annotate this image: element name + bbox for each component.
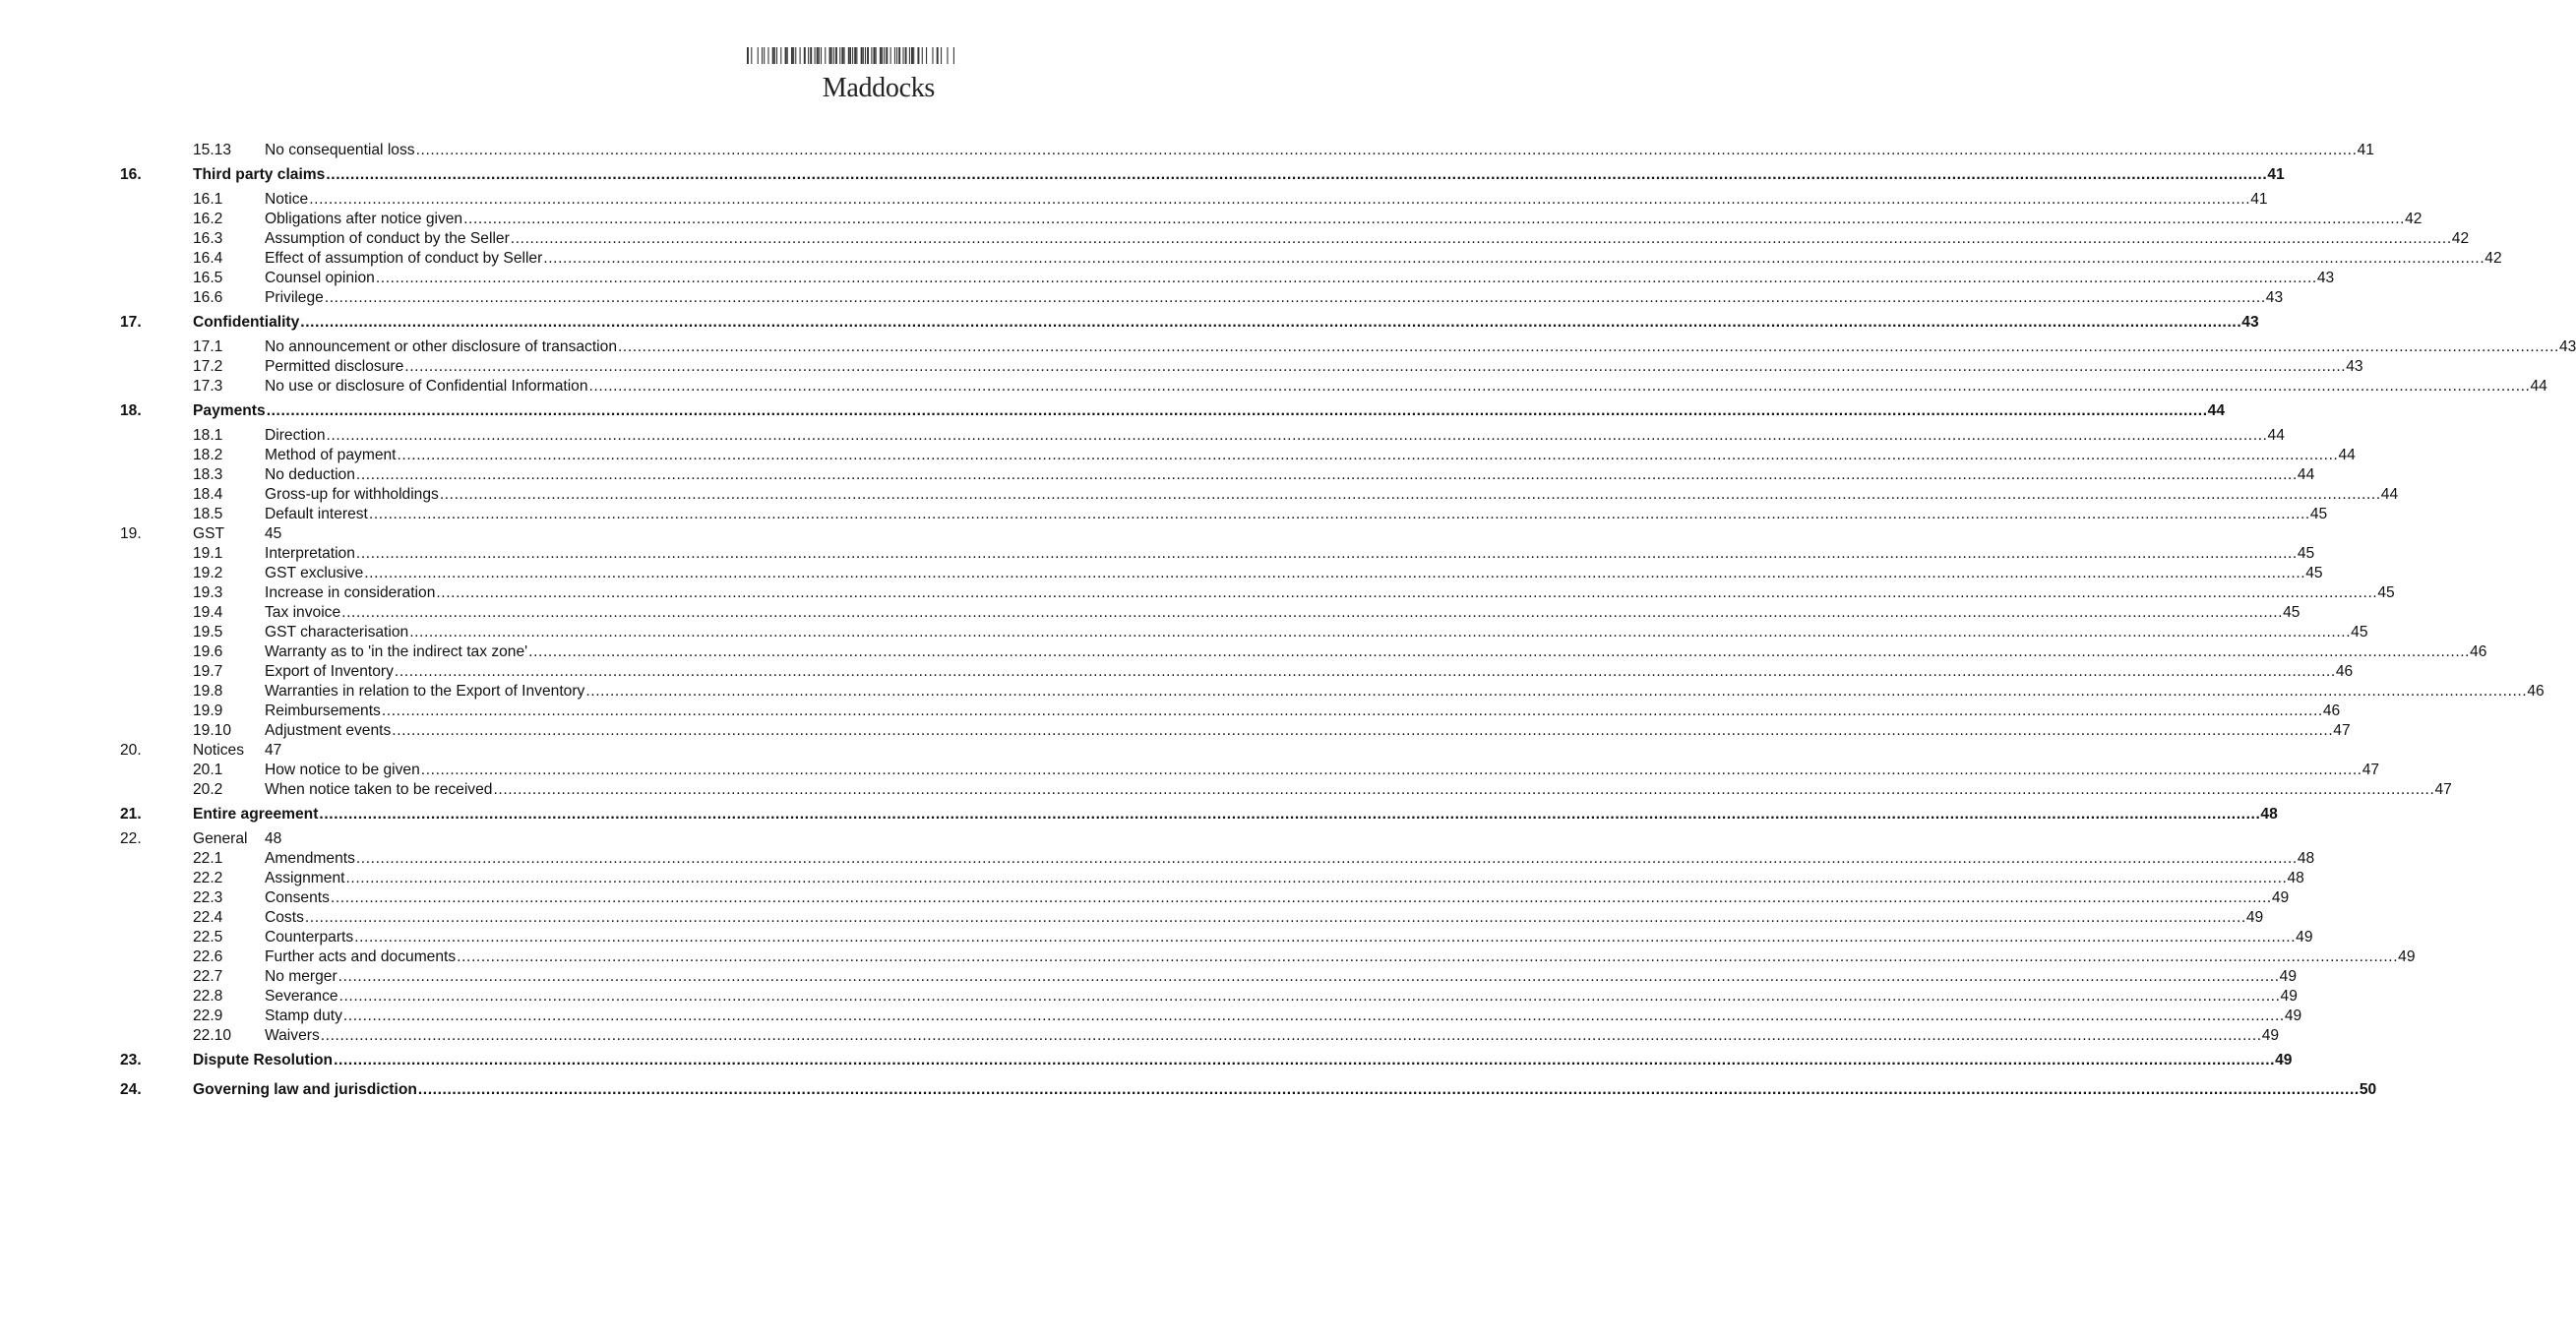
toc-entry-title: Permitted disclosure <box>265 358 404 375</box>
table-of-contents <box>0 141 2576 1105</box>
barcode-bar <box>825 47 826 64</box>
toc-entry[interactable] <box>0 662 2354 682</box>
barcode-bar <box>833 47 834 64</box>
barcode-bar <box>758 47 759 64</box>
toc-entry-title: Severance <box>265 988 338 1005</box>
toc-entry-page: 49 <box>2284 1007 2302 1024</box>
toc-entry[interactable] <box>0 908 2264 928</box>
toc-entry-page: 43 <box>2265 289 2284 306</box>
toc-entry-title: When notice taken to be received <box>265 781 493 798</box>
toc-entry-title: GST <box>193 525 225 542</box>
dot-leader: ................................................................................................................................................................................................................................................................................................................................................................................................................ <box>585 683 2528 700</box>
barcode-bar <box>821 47 822 64</box>
toc-entry-number: 18.4 <box>193 486 223 503</box>
barcode-bar <box>774 47 775 64</box>
dot-leader: ................................................................................................................................................................................................................................................................................................................................................................................................................ <box>337 968 2280 985</box>
barcode-bar <box>861 47 863 64</box>
dot-leader: ................................................................................................................................................................................................................................................................................................................................................................................................................ <box>375 270 2317 286</box>
toc-entry[interactable] <box>0 141 2374 160</box>
toc-entry-number: 21. <box>120 806 142 823</box>
toc-entry-number: 22.3 <box>193 889 223 906</box>
toc-entry-page: 49 <box>2245 909 2264 926</box>
barcode-bar <box>856 47 857 64</box>
toc-entry[interactable] <box>0 780 2452 800</box>
toc-entry-number: 22.2 <box>193 870 223 886</box>
toc-entry-number: 19.9 <box>193 702 223 719</box>
toc-entry-title: Dispute Resolution <box>193 1052 334 1068</box>
dot-leader: ................................................................................................................................................................................................................................................................................................................................................................................................................ <box>409 624 2352 641</box>
toc-entry-number: 18. <box>120 402 142 419</box>
toc-entry-number: 18.3 <box>193 466 223 483</box>
dot-leader: ................................................................................................................................................................................................................................................................................................................................................................................................................ <box>319 806 2261 823</box>
dot-leader: ................................................................................................................................................................................................................................................................................................................................................................................................................ <box>338 988 2281 1005</box>
toc-entry[interactable] <box>0 741 1038 761</box>
dot-leader: ................................................................................................................................................................................................................................................................................................................................................................................................................ <box>355 850 2298 867</box>
toc-entry-title: Amendments <box>265 850 355 867</box>
barcode-bar <box>835 47 837 64</box>
toc-entry-page: 47 <box>265 742 282 759</box>
toc-entry[interactable] <box>0 987 2298 1007</box>
toc-entry-title: Export of Inventory <box>265 663 394 680</box>
barcode-bar <box>791 47 793 64</box>
toc-entry-page: 46 <box>2527 683 2545 700</box>
toc-entry-title: Payments <box>193 402 266 419</box>
dot-leader: ................................................................................................................................................................................................................................................................................................................................................................................................................ <box>341 604 2284 621</box>
barcode-bar <box>808 47 809 64</box>
toc-entry-title: Direction <box>265 427 326 444</box>
dot-leader: ................................................................................................................................................................................................................................................................................................................................................................................................................ <box>493 781 2435 798</box>
toc-entry[interactable] <box>0 603 2300 623</box>
toc-entry[interactable] <box>0 721 2351 741</box>
toc-entry[interactable] <box>0 210 2423 229</box>
toc-entry-page: 47 <box>2434 781 2452 798</box>
dot-leader: ................................................................................................................................................................................................................................................................................................................................................................................................................ <box>436 584 2378 601</box>
toc-entry-number: 19.1 <box>193 545 223 562</box>
toc-entry[interactable] <box>0 702 2341 721</box>
barcode-bar <box>762 47 763 64</box>
toc-entry-page: 42 <box>2405 211 2423 227</box>
toc-entry-title: Tax invoice <box>265 604 341 621</box>
dot-leader: ................................................................................................................................................................................................................................................................................................................................................................................................................ <box>404 358 2347 375</box>
toc-entry-title: How notice to be given <box>265 762 420 778</box>
toc-entry[interactable] <box>0 357 2363 377</box>
dot-leader: ................................................................................................................................................................................................................................................................................................................................................................................................................ <box>463 211 2406 227</box>
barcode-bar <box>764 47 765 64</box>
toc-entry-number: 22.4 <box>193 909 223 926</box>
toc-entry-page: 45 <box>2283 604 2300 621</box>
dot-leader: ................................................................................................................................................................................................................................................................................................................................................................................................................ <box>392 722 2334 739</box>
toc-entry[interactable] <box>0 465 2315 485</box>
toc-entry-page: 44 <box>2530 378 2547 395</box>
barcode-bar <box>902 47 903 64</box>
barcode-bar <box>831 47 832 64</box>
toc-entry-title: No announcement or other disclosure of transaction <box>265 338 617 355</box>
toc-entry-page: 44 <box>2267 427 2285 444</box>
toc-entry-number: 20.1 <box>193 762 223 778</box>
barcode-bar <box>922 47 923 64</box>
barcode-bar <box>905 47 907 64</box>
toc-entry-number: 22.5 <box>193 929 223 946</box>
barcode-bar <box>780 47 781 64</box>
toc-entry-title: Stamp duty <box>265 1007 342 1024</box>
toc-entry[interactable] <box>0 761 2380 780</box>
barcode-bar <box>882 47 883 64</box>
toc-entry-page: 42 <box>2451 230 2470 247</box>
barcode-bar <box>880 47 882 64</box>
toc-entry-title: Default interest <box>265 506 368 522</box>
toc-entry-number: 19.10 <box>193 722 232 739</box>
toc-entry[interactable] <box>0 337 2576 357</box>
toc-entry-title: Notice <box>265 191 309 208</box>
toc-entry-title: No deduction <box>265 466 355 483</box>
toc-entry-page: 47 <box>2361 762 2380 778</box>
toc-entry-title: Gross-up for withholdings <box>265 486 439 503</box>
toc-entry-number: 19.4 <box>193 604 223 621</box>
toc-entry[interactable] <box>0 544 2315 564</box>
dot-leader: ................................................................................................................................................................................................................................................................................................................................................................................................................ <box>368 506 2310 522</box>
dot-leader: ................................................................................................................................................................................................................................................................................................................................................................................................................ <box>415 142 2358 158</box>
toc-entry-title: Governing law and jurisdiction <box>193 1081 417 1098</box>
barcode-bar <box>913 47 914 64</box>
toc-entry-page: 47 <box>2333 722 2351 739</box>
toc-entry-number: 17.3 <box>193 378 223 395</box>
toc-entry[interactable] <box>0 928 2313 947</box>
toc-entry-title: Counsel opinion <box>265 270 375 286</box>
dot-leader: ................................................................................................................................................................................................................................................................................................................................................................................................................ <box>543 250 2485 267</box>
toc-entry-number: 18.2 <box>193 447 223 463</box>
toc-entry-number: 19.6 <box>193 643 223 660</box>
barcode-bar <box>917 47 919 64</box>
toc-entry-number: 22.1 <box>193 850 223 867</box>
toc-entry[interactable] <box>0 869 2304 888</box>
toc-entry-number: 19.5 <box>193 624 223 641</box>
toc-entry-number: 17. <box>120 314 142 331</box>
toc-entry-number: 19.2 <box>193 565 223 581</box>
barcode-bar <box>815 47 816 64</box>
toc-entry[interactable] <box>0 524 1038 544</box>
barcode-bar <box>896 47 897 64</box>
dot-leader: ................................................................................................................................................................................................................................................................................................................................................................................................................ <box>266 402 2208 419</box>
dot-leader: ................................................................................................................................................................................................................................................................................................................................................................................................................ <box>309 191 2251 208</box>
toc-entry-page: 49 <box>2296 929 2313 946</box>
toc-entry-title: Waivers <box>265 1027 320 1044</box>
toc-entry[interactable] <box>0 642 2487 662</box>
dot-leader: ................................................................................................................................................................................................................................................................................................................................................................................................................ <box>326 166 2268 183</box>
dot-leader: ................................................................................................................................................................................................................................................................................................................................................................................................................ <box>420 762 2362 778</box>
toc-entry-page: 49 <box>2398 948 2416 965</box>
toc-entry[interactable] <box>0 1046 2293 1075</box>
barcode-bar <box>841 47 843 64</box>
toc-entry-page: 48 <box>265 830 282 847</box>
barcode-bar <box>947 47 948 64</box>
toc-entry-page: 41 <box>2267 166 2285 183</box>
barcode-bar <box>937 47 939 64</box>
toc-entry-title: Confidentiality <box>193 314 300 331</box>
barcode-bar <box>795 47 796 64</box>
toc-entry[interactable] <box>0 229 2470 249</box>
dot-leader: ................................................................................................................................................................................................................................................................................................................................................................................................................ <box>334 1052 2276 1068</box>
toc-entry-page: 43 <box>2346 358 2363 375</box>
barcode-bar <box>884 47 885 64</box>
toc-entry-number: 19.3 <box>193 584 223 601</box>
toc-entry-page: 44 <box>2297 466 2315 483</box>
barcode-bar <box>776 47 777 64</box>
toc-entry-title: Costs <box>265 909 304 926</box>
barcode-bar <box>787 47 788 64</box>
barcode-bar <box>848 47 850 64</box>
toc-entry-number: 16.5 <box>193 270 223 286</box>
toc-entry-page: 41 <box>2250 191 2268 208</box>
barcode-bar <box>898 47 900 64</box>
toc-entry-title: Warranty as to 'in the indirect tax zone' <box>265 643 528 660</box>
toc-entry[interactable] <box>0 800 2278 829</box>
toc-entry[interactable] <box>0 249 2502 269</box>
toc-entry-page: 46 <box>2335 663 2354 680</box>
dot-leader: ................................................................................................................................................................................................................................................................................................................................................................................................................ <box>320 1027 2262 1044</box>
toc-entry[interactable] <box>0 160 2285 190</box>
toc-entry[interactable] <box>0 269 2335 288</box>
toc-entry[interactable] <box>0 1075 2377 1105</box>
toc-entry[interactable] <box>0 682 2545 702</box>
toc-entry-number: 19.7 <box>193 663 223 680</box>
dot-leader: ................................................................................................................................................................................................................................................................................................................................................................................................................ <box>342 1007 2285 1024</box>
toc-entry-title: No use or disclosure of Confidential Information <box>265 378 588 395</box>
toc-entry-page: 45 <box>2309 506 2328 522</box>
toc-entry[interactable] <box>0 947 2416 967</box>
barcode-bar <box>804 47 806 64</box>
barcode-bar <box>829 47 831 64</box>
toc-entry-title: Reimbursements <box>265 702 381 719</box>
dot-leader: ................................................................................................................................................................................................................................................................................................................................................................................................................ <box>345 870 2288 886</box>
toc-entry-number: 22. <box>120 830 142 847</box>
toc-entry-page: 43 <box>2241 314 2259 331</box>
toc-entry-title: Assignment <box>265 870 345 886</box>
toc-entry-number: 17.1 <box>193 338 223 355</box>
toc-entry-title: Adjustment events <box>265 722 392 739</box>
toc-entry[interactable] <box>0 446 2356 465</box>
toc-entry-page: 49 <box>2280 988 2298 1005</box>
toc-entry-number: 18.1 <box>193 427 223 444</box>
toc-entry-number: 18.5 <box>193 506 223 522</box>
dot-leader: ................................................................................................................................................................................................................................................................................................................................................................................................................ <box>510 230 2452 247</box>
barcode-bar <box>873 47 875 64</box>
toc-entry-page: 48 <box>2260 806 2278 823</box>
toc-entry-page: 49 <box>2279 968 2298 985</box>
barcode-bar <box>941 47 942 64</box>
dot-leader: ................................................................................................................................................................................................................................................................................................................................................................................................................ <box>324 289 2266 306</box>
barcode-bar <box>810 47 812 64</box>
dot-leader: ................................................................................................................................................................................................................................................................................................................................................................................................................ <box>300 314 2242 331</box>
toc-entry[interactable] <box>0 1026 2280 1046</box>
toc-entry[interactable] <box>0 485 2399 505</box>
toc-entry-page: 45 <box>2305 565 2323 581</box>
dot-leader: ................................................................................................................................................................................................................................................................................................................................................................................................................ <box>588 378 2531 395</box>
barcode-bar <box>890 47 891 64</box>
toc-entry-title: Assumption of conduct by the Seller <box>265 230 510 247</box>
toc-entry-page: 43 <box>2558 338 2576 355</box>
barcode-bar <box>747 47 749 64</box>
toc-entry-number: 22.10 <box>193 1027 232 1044</box>
toc-entry-page: 44 <box>2207 402 2226 419</box>
toc-entry-title: Obligations after notice given <box>265 211 463 227</box>
toc-entry-number: 16.2 <box>193 211 223 227</box>
toc-entry-title: Method of payment <box>265 447 397 463</box>
barcode-bar <box>953 47 954 64</box>
dot-leader: ................................................................................................................................................................................................................................................................................................................................................................................................................ <box>397 447 2339 463</box>
dot-leader: ................................................................................................................................................................................................................................................................................................................................................................................................................ <box>394 663 2336 680</box>
toc-entry-title: Increase in consideration <box>265 584 436 601</box>
toc-entry-title: Warranties in relation to the Export of Inventory <box>265 683 585 700</box>
barcode-bar <box>909 47 910 64</box>
barcode-bar <box>751 47 752 64</box>
toc-entry-page: 44 <box>2338 447 2356 463</box>
toc-entry-page: 44 <box>2380 486 2399 503</box>
toc-entry[interactable] <box>0 967 2298 987</box>
barcode-bar <box>839 47 840 64</box>
brand-logo: Maddocks <box>822 73 935 103</box>
dot-leader: ................................................................................................................................................................................................................................................................................................................................................................................................................ <box>457 948 2399 965</box>
toc-entry-page: 49 <box>2261 1027 2280 1044</box>
toc-entry[interactable] <box>0 623 2368 642</box>
barcode-bar <box>867 47 869 64</box>
toc-entry-page: 49 <box>2271 889 2290 906</box>
toc-entry-page: 46 <box>2322 702 2341 719</box>
dot-leader: ................................................................................................................................................................................................................................................................................................................................................................................................................ <box>354 929 2297 946</box>
toc-entry-number: 22.7 <box>193 968 223 985</box>
dot-leader: ................................................................................................................................................................................................................................................................................................................................................................................................................ <box>326 427 2268 444</box>
barcode-icon <box>747 47 955 64</box>
toc-entry-page: 48 <box>2297 850 2315 867</box>
toc-entry-number: 22.9 <box>193 1007 223 1024</box>
toc-entry-title: Further acts and documents <box>265 948 457 965</box>
barcode-bar <box>793 47 794 64</box>
toc-entry-title: General <box>193 830 248 847</box>
toc-entry[interactable] <box>0 426 2285 446</box>
barcode-bar <box>926 47 927 64</box>
toc-entry[interactable] <box>0 505 2328 524</box>
toc-entry-title: Interpretation <box>265 545 355 562</box>
toc-entry-title: No consequential loss <box>265 142 415 158</box>
barcode-bar <box>800 47 801 64</box>
barcode-bar <box>865 47 866 64</box>
toc-entry-page: 45 <box>265 525 282 542</box>
dot-leader: ................................................................................................................................................................................................................................................................................................................................................................................................................ <box>355 466 2298 483</box>
toc-entry[interactable] <box>0 849 2315 869</box>
toc-entry[interactable] <box>0 308 2259 337</box>
dot-leader: ................................................................................................................................................................................................................................................................................................................................................................................................................ <box>528 643 2471 660</box>
toc-entry-title: Entire agreement <box>193 806 319 823</box>
toc-entry-title: GST exclusive <box>265 565 364 581</box>
toc-entry-title: GST characterisation <box>265 624 409 641</box>
toc-entry-number: 16.6 <box>193 289 223 306</box>
toc-entry-page: 46 <box>2470 643 2487 660</box>
barcode-bar <box>886 47 888 64</box>
dot-leader: ................................................................................................................................................................................................................................................................................................................................................................................................................ <box>618 338 2559 355</box>
dot-leader: ................................................................................................................................................................................................................................................................................................................................................................................................................ <box>364 565 2306 581</box>
barcode-bar <box>817 47 819 64</box>
toc-entry[interactable] <box>0 564 2323 583</box>
toc-entry-number: 22.6 <box>193 948 223 965</box>
toc-entry[interactable] <box>0 190 2268 210</box>
toc-entry-number: 23. <box>120 1052 142 1068</box>
barcode-bar <box>852 47 853 64</box>
toc-entry[interactable] <box>0 377 2547 397</box>
dot-leader: ................................................................................................................................................................................................................................................................................................................................................................................................................ <box>417 1081 2360 1098</box>
toc-entry[interactable] <box>0 583 2395 603</box>
barcode-bar <box>854 47 856 64</box>
barcode-bar <box>876 47 877 64</box>
toc-entry[interactable] <box>0 829 1038 849</box>
toc-entry-page: 41 <box>2357 142 2374 158</box>
toc-entry-title: Effect of assumption of conduct by Seller <box>265 250 543 267</box>
barcode-bar <box>767 47 768 64</box>
dot-leader: ................................................................................................................................................................................................................................................................................................................................................................................................................ <box>355 545 2298 562</box>
barcode-bar <box>894 47 895 64</box>
barcode-bar <box>871 47 872 64</box>
toc-entry-number: 22.8 <box>193 988 223 1005</box>
barcode-bar <box>850 47 851 64</box>
barcode-bar <box>819 47 820 64</box>
barcode-bar <box>932 47 933 64</box>
toc-entry-page: 50 <box>2359 1081 2377 1098</box>
toc-entry-title: Privilege <box>265 289 324 306</box>
toc-entry-title: Consents <box>265 889 330 906</box>
toc-entry-title: Third party claims <box>193 166 326 183</box>
toc-entry-number: 24. <box>120 1081 142 1098</box>
toc-entry-number: 16. <box>120 166 142 183</box>
toc-entry-title: No merger <box>265 968 337 985</box>
toc-entry-title: Notices <box>193 742 244 759</box>
toc-entry-page: 45 <box>2351 624 2368 641</box>
dot-leader: ................................................................................................................................................................................................................................................................................................................................................................................................................ <box>439 486 2381 503</box>
barcode-bar <box>911 47 913 64</box>
barcode-bar <box>844 47 845 64</box>
toc-entry-number: 19. <box>120 525 142 542</box>
toc-entry-number: 19.8 <box>193 683 223 700</box>
toc-entry-page: 48 <box>2287 870 2304 886</box>
toc-entry-number: 16.1 <box>193 191 223 208</box>
toc-entry-number: 20.2 <box>193 781 223 798</box>
dot-leader: ................................................................................................................................................................................................................................................................................................................................................................................................................ <box>381 702 2323 719</box>
toc-entry-number: 17.2 <box>193 358 223 375</box>
toc-entry-page: 49 <box>2275 1052 2293 1068</box>
toc-entry-page: 43 <box>2316 270 2335 286</box>
toc-entry-number: 20. <box>120 742 142 759</box>
toc-entry[interactable] <box>0 397 2226 426</box>
toc-entry-title: Counterparts <box>265 929 354 946</box>
toc-entry-number: 16.3 <box>193 230 223 247</box>
toc-entry-page: 45 <box>2377 584 2395 601</box>
toc-entry-number: 15.13 <box>193 142 232 158</box>
toc-entry[interactable] <box>0 1007 2302 1026</box>
toc-entry-page: 45 <box>2297 545 2315 562</box>
dot-leader: ................................................................................................................................................................................................................................................................................................................................................................................................................ <box>330 889 2272 906</box>
barcode-bar <box>772 47 774 64</box>
toc-entry[interactable] <box>0 888 2290 908</box>
toc-entry[interactable] <box>0 288 2284 308</box>
barcode-bar <box>863 47 864 64</box>
toc-entry-number: 16.4 <box>193 250 223 267</box>
toc-entry-page: 42 <box>2484 250 2502 267</box>
dot-leader: ................................................................................................................................................................................................................................................................................................................................................................................................................ <box>304 909 2246 926</box>
barcode-bar <box>785 47 787 64</box>
